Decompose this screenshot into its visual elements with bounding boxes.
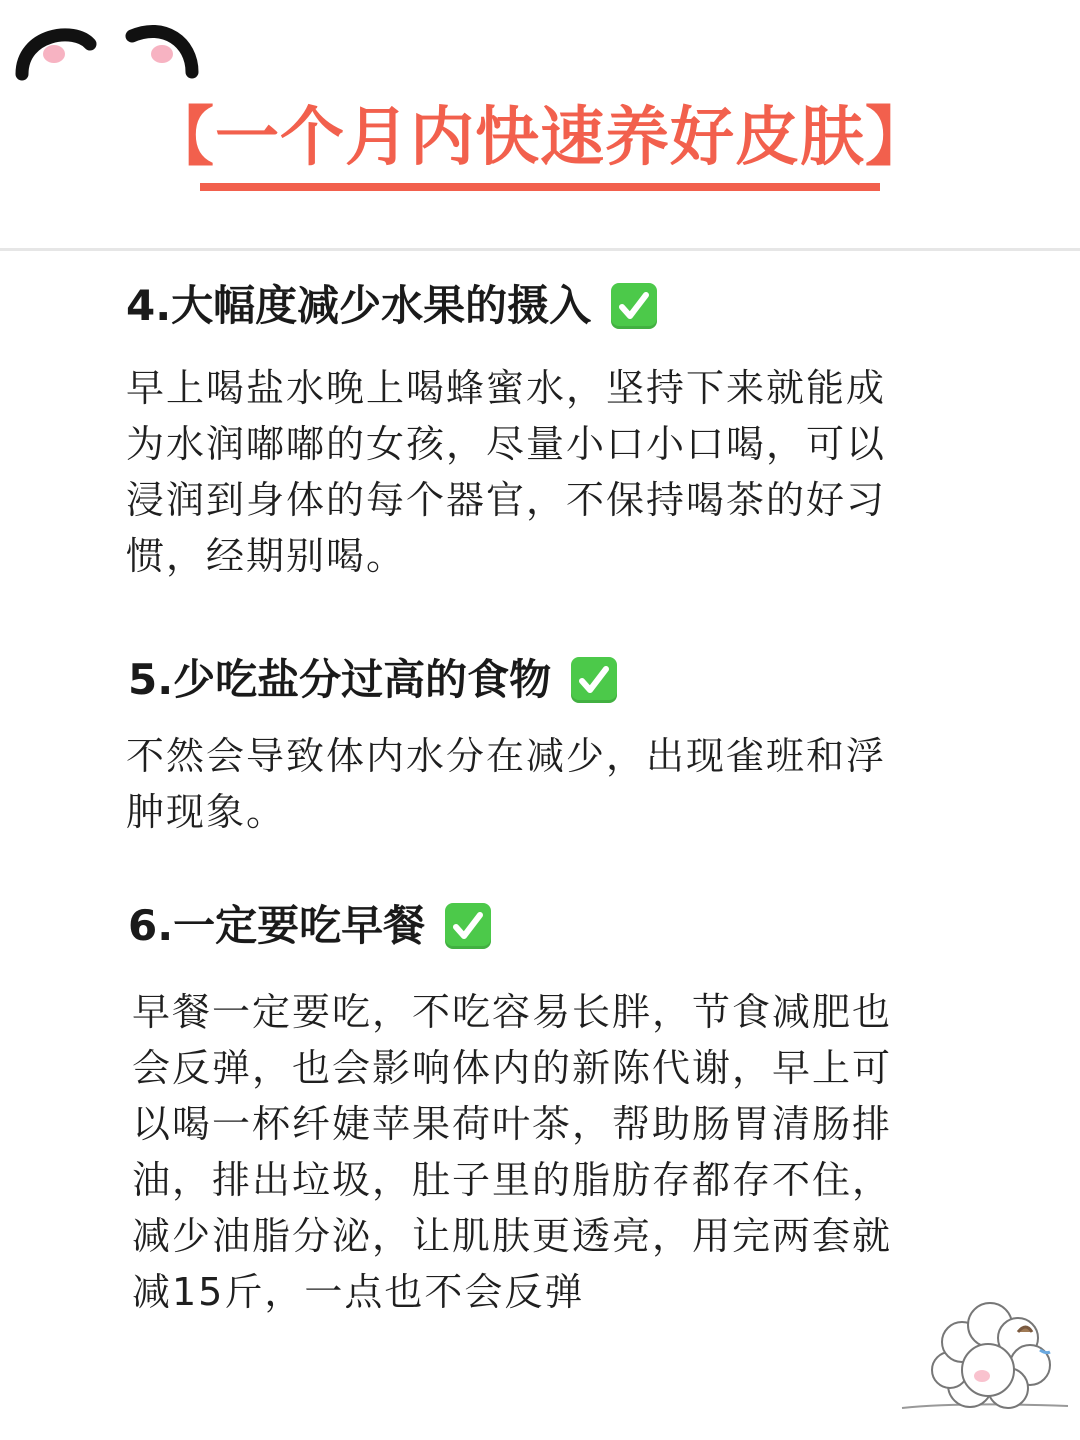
check-mark-button-icon — [445, 903, 491, 949]
section-heading-text: 6.一定要吃早餐 — [128, 901, 426, 950]
section-heading-text: 5.少吃盐分过高的食物 — [128, 655, 552, 704]
cute-eyes-icon — [14, 14, 214, 84]
title-underline — [200, 183, 880, 191]
section-body-4: 早上喝盐水晚上喝蜂蜜水，坚持下来就能成为水润嘟嘟的女孩，尽量小口小口喝，可以浸润到身体的每个器官，不保持喝茶的好习惯，经期别喝。 — [126, 366, 887, 578]
page-title: 【一个月内快速养好皮肤】 — [150, 101, 930, 175]
section-heading-6 — [128, 898, 491, 954]
sleeping-sheep-icon — [900, 1280, 1070, 1430]
section-body-6: 早餐一定要吃，不吃容易长胖，节食减肥也会反弹，也会影响体内的新陈代谢，早上可以喝一杯纤婕苹果荷叶茶，帮助肠胃清肠排油，排出垃圾，肚子里的脂肪存都存不住，减少油脂分泌，让肌肤更透亮，用完两套就减15斤，一点也不会反弹 — [132, 990, 893, 1314]
divider — [0, 248, 1080, 251]
check-mark-button-icon — [611, 283, 657, 329]
check-mark-button-icon — [571, 657, 617, 703]
section-body-5: 不然会导致体内水分在减少，出现雀班和浮肿现象。 — [126, 734, 887, 834]
header — [0, 0, 1080, 248]
section-heading-4 — [126, 278, 657, 334]
section-heading-5 — [128, 652, 617, 708]
section-heading-text: 4.大幅度减少水果的摄入 — [126, 281, 592, 330]
